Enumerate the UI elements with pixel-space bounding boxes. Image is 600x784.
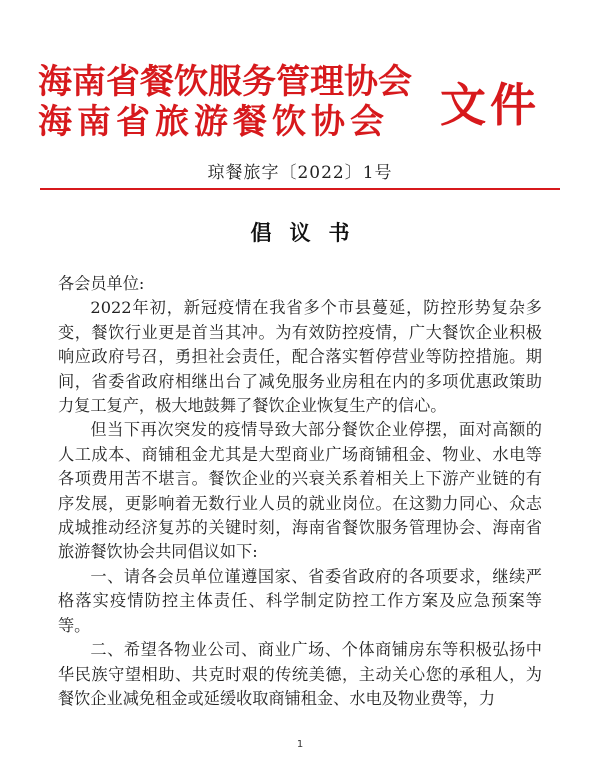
issuing-organizations (38, 62, 420, 142)
organization-name-1: 海南省餐饮服务管理协会 (38, 62, 412, 102)
document-number: 琼餐旅字〔2022〕1号 (207, 163, 393, 183)
body-paragraph: 二、希望各物业公司、商业广场、个体商铺房东等积极弘扬中华民族守望相助、共克时艰的传统美德，主动关心您的承租人，为餐饮企业减免租金或延缓收取商铺租金、水电及物业费等，力 (58, 640, 542, 708)
page-number: 1 (296, 739, 304, 750)
salutation: 各会员单位: (58, 274, 145, 293)
document-body (58, 272, 542, 711)
body-paragraph: 2022年初，新冠疫情在我省多个市县蔓延，防控形势复杂多变，餐饮行业更是首当其冲。为有效防控疫情，广大餐饮企业积极响应政府号召，勇担社会责任，配合落实暂停营业等防控措施。期间，省委省政府相继出台了减免服务业房租在内的多项优惠政策助力复工复产，极大地鼓舞了餐饮企业恢复生产的信心。 (58, 298, 542, 416)
document-label: 文件 (440, 78, 540, 132)
header-divider-line (40, 188, 560, 190)
body-paragraph: 但当下再次突发的疫情导致大部分餐饮企业停摆，面对高额的人工成本、商铺租金尤其是大型商业广场商铺租金、物业、水电等各项费用苦不堪言。餐饮企业的兴衰关系着相关上下游产业链的有序发展，更影响着无数行业人员的就业岗位。在这勠力同心、众志成城推动经济复苏的关键时刻，海南省餐饮服务管理协会、海南省旅游餐饮协会共同倡议如下: (58, 420, 542, 562)
organization-name-2: 海南省旅游餐饮协会 (38, 102, 389, 142)
body-paragraph: 一、请各会员单位谨遵国家、省委省政府的各项要求，继续严格落实疫情防控主体责任、科学制定防控工作方案及应急预案等等。 (58, 566, 542, 635)
document-title: 倡议书 (250, 220, 368, 245)
document-header (38, 62, 568, 148)
